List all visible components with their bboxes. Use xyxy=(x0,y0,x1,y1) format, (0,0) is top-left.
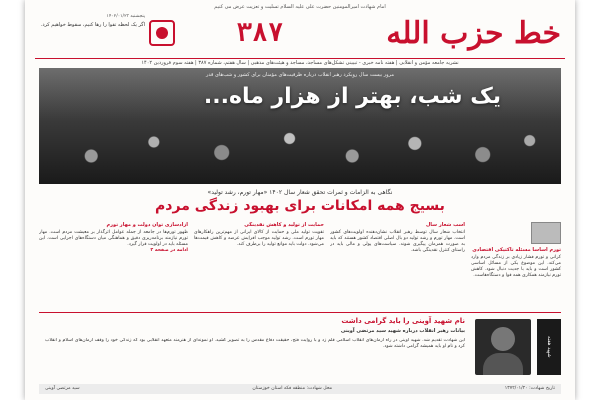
main-headline: بسیج همه امکانات برای بهبود زندگی مردم xyxy=(155,198,445,214)
column-text: کرانی و تورم فشار زیادی بر زندگی مردم وارد می‌کند. این موضوع یکی از مسائل اساسی کشور است و باید با جدیت دنبال شود. کاهش تورم نیازمند همکاری همه قوا و دستگاه‌هاست. xyxy=(471,255,561,278)
martyr-portrait xyxy=(475,319,531,375)
section-tab: شهید هفته xyxy=(537,319,561,375)
column-heading: حمایت از تولید و کاهش نقدینگی xyxy=(244,222,324,228)
footer-place: محل شهادت: منطقه فکه استان خوزستان xyxy=(252,386,333,391)
martyr-title: نام شهید آوینی را باید گرامی داشت xyxy=(341,317,465,325)
publication-logo: خط حزب الله xyxy=(386,16,561,51)
footer-name: سید مرتضی آوینی xyxy=(45,386,80,391)
martyr-subtitle: بیانات رهبر انقلاب درباره شهید سید مرتضی آوینی xyxy=(340,328,465,334)
crowd-graphic xyxy=(39,114,561,184)
top-tagline: امام شهادت امیرالمومنین حضرت علی علیه السلام تسلیت و تعزیت عرض می کنیم xyxy=(214,4,386,10)
martyr-text: این شهادت تقدیم شد. شهید آوینی در راه آرمان‌های انقلاب اسلامی قلم زد و با روایت فتح، حقیقت دفاع مقدس را به تصویر کشید. او نمونه‌ای از هنرمند متعهد انقلابی بود که زندگی خود را وقف آرمان‌های اسلام و انقلاب کرد و نام او باید همیشه گرامی داشته شود. xyxy=(45,338,465,349)
article-column-4 xyxy=(39,222,188,308)
martyr-section xyxy=(39,312,561,380)
column-heading: اسب شعار سال xyxy=(425,222,465,228)
column-thumbnail xyxy=(531,222,561,244)
article-column-2 xyxy=(330,222,465,308)
continue-link[interactable]: ادامه در صفحه ۳ xyxy=(150,248,188,253)
hero-title: یک شب، بهتر از هزار ماه... xyxy=(203,84,501,109)
issue-date: پنجشنبه ۱۴۰۲/۰۱/۲۳ xyxy=(106,14,145,19)
column-text: تقویت تولید ملی و حمایت از کالای ایرانی از مهم‌ترین راهکارهای مهار تورم است. رشد تولید موجب افزایش عرضه و کاهش قیمت‌ها می‌شود. دولت باید موانع تولید را برطرف کند. xyxy=(194,230,324,247)
column-heading: تورم اساسا مسئله تاکتیکی اقتصادی xyxy=(472,247,561,253)
article-column-1 xyxy=(471,222,561,308)
publication-subtitle: نشریه جامعه مؤمن و انقلابی | هفته نامه خبری - تبیینی تشکل‌های مساجد، مساجد و هیئت‌های مذهبی | سال هفتم، شماره ۳۸۷ | هفته سوم فروردین ۱۴۰۲ xyxy=(35,58,565,67)
masthead xyxy=(25,14,575,54)
issue-number: ۳۸۷ xyxy=(236,18,284,48)
column-text: انتخاب شعار سال توسط رهبر انقلاب نشان‌دهنده اولویت‌های کشور است. مهار تورم و رشد تولید دو بال اصلی اقتصاد کشور هستند که باید به صورت همزمان پیگیری شوند. سیاست‌های پولی و مالی باید در راستای کنترل نقدینگی باشد. xyxy=(330,230,465,253)
hero-image xyxy=(39,68,561,184)
column-heading: آزادسازی توان دولت و مهار تورم xyxy=(106,222,188,228)
masthead-quote: اگر یک لحظه تقوا را رها کنیم، سقوط خواهیم کرد. xyxy=(40,22,145,28)
footer-date: تاریخ شهادت: ۱۳۷۲/۰۱/۲۰ xyxy=(504,386,555,391)
article-columns xyxy=(39,222,561,308)
headline-kicker: نگاهی به الزامات و ثمرات تحقق شعار سال ۱۴۰۲ «مهار تورم، رشد تولید» xyxy=(207,189,393,196)
newsletter-page xyxy=(25,0,575,400)
main-headline-block xyxy=(39,188,561,218)
column-text: ظهور تورم‌ها در جامعه از جمله عوامل اثرگذار بر معیشت مردم است. مهار تورم نیازمند برنامه‌ریزی دقیق و هماهنگی میان دستگاه‌های اجرایی است. این مسئله باید در اولویت قرار گیرد. xyxy=(39,230,188,247)
article-column-3 xyxy=(194,222,324,308)
emblem-icon xyxy=(149,20,175,46)
martyr-footer xyxy=(39,384,561,394)
hero-kicker: مرور بیست سال رویکرد رهبر انقلاب درباره ظرفیت‌های مؤمنان برای کشور و شب‌های قدر xyxy=(206,72,394,78)
